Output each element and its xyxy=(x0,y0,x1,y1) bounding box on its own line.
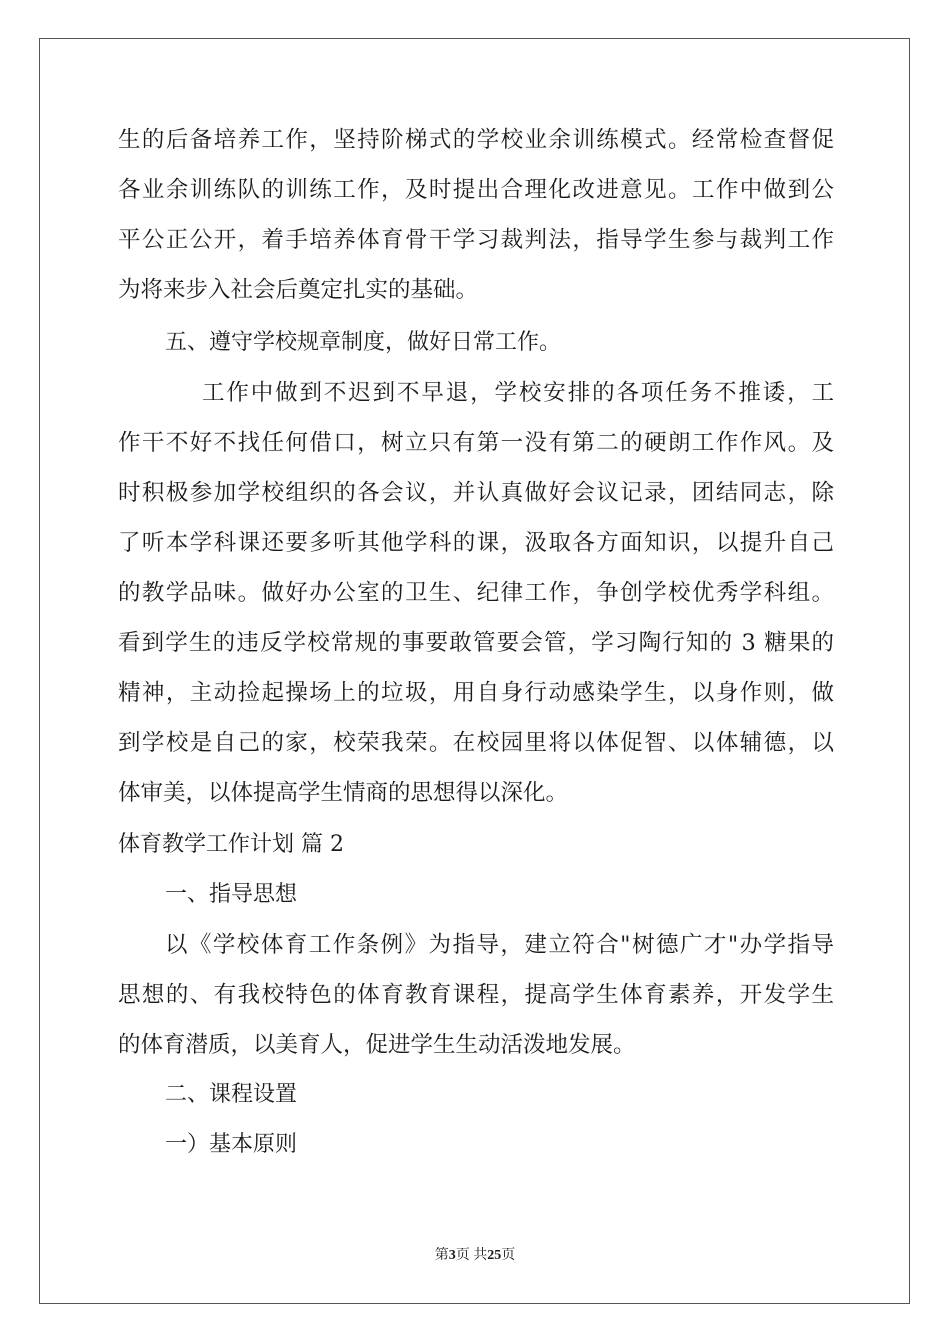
section-heading: 五、遵守学校规章制度，做好日常工作。 xyxy=(165,330,562,355)
body-line: 以《学校体育工作条例》为指导，建立符合"树德广才"办学指导 xyxy=(165,932,834,958)
section-heading: 二、课程设置 xyxy=(165,1082,298,1107)
body-line: 生的后备培养工作，坚持阶梯式的学校业余训练模式。经常检查督促 xyxy=(118,127,834,153)
body-line: 工作中做到不迟到不早退，学校安排的各项任务不推诿，工 xyxy=(202,380,834,406)
footer-prefix: 第 xyxy=(434,1248,449,1263)
subsection-heading: 一）基本原则 xyxy=(165,1132,298,1157)
footer-total-pages: 25 xyxy=(487,1248,502,1263)
page-footer xyxy=(0,1248,950,1264)
body-line: 时积极参加学校组织的各会议，并认真做好会议记录，团结同志，除 xyxy=(118,480,834,506)
body-line: 的教学品味。做好办公室的卫生、纪律工作，争创学校优秀学科组。 xyxy=(118,580,834,606)
footer-page-number: 3 xyxy=(448,1248,456,1263)
body-line: 思想的、有我校特色的体育教育课程，提高学生体育素养，开发学生 xyxy=(118,982,834,1008)
footer-mid: 页 共 xyxy=(455,1248,488,1263)
body-line: 到学校是自己的家，校荣我荣。在校园里将以体促智、以体辅德，以 xyxy=(118,730,834,756)
plan-title: 体育教学工作计划 篇 2 xyxy=(118,832,344,857)
body-line: 看到学生的违反学校常规的事要敢管要会管，学习陶行知的 3 糖果的 xyxy=(118,630,834,656)
body-line: 为将来步入社会后奠定扎实的基础。 xyxy=(118,277,479,303)
section-heading: 一、指导思想 xyxy=(165,882,298,907)
body-line: 作干不好不找任何借口，树立只有第一没有第二的硬朗工作作风。及 xyxy=(118,430,834,456)
body-line: 精神，主动捡起操场上的垃圾，用自身行动感染学生，以身作则，做 xyxy=(118,680,834,706)
body-line: 的体育潜质，以美育人，促进学生生动活泼地发展。 xyxy=(118,1032,636,1058)
footer-suffix: 页 xyxy=(501,1248,516,1263)
body-line: 体审美，以体提高学生情商的思想得以深化。 xyxy=(118,780,569,806)
body-line: 平公正公开，着手培养体育骨干学习裁判法，指导学生参与裁判工作 xyxy=(118,227,834,253)
body-line: 各业余训练队的训练工作，及时提出合理化改进意见。工作中做到公 xyxy=(118,177,834,203)
body-line: 了听本学科课还要多听其他学科的课，汲取各方面知识，以提升自己 xyxy=(118,530,834,556)
